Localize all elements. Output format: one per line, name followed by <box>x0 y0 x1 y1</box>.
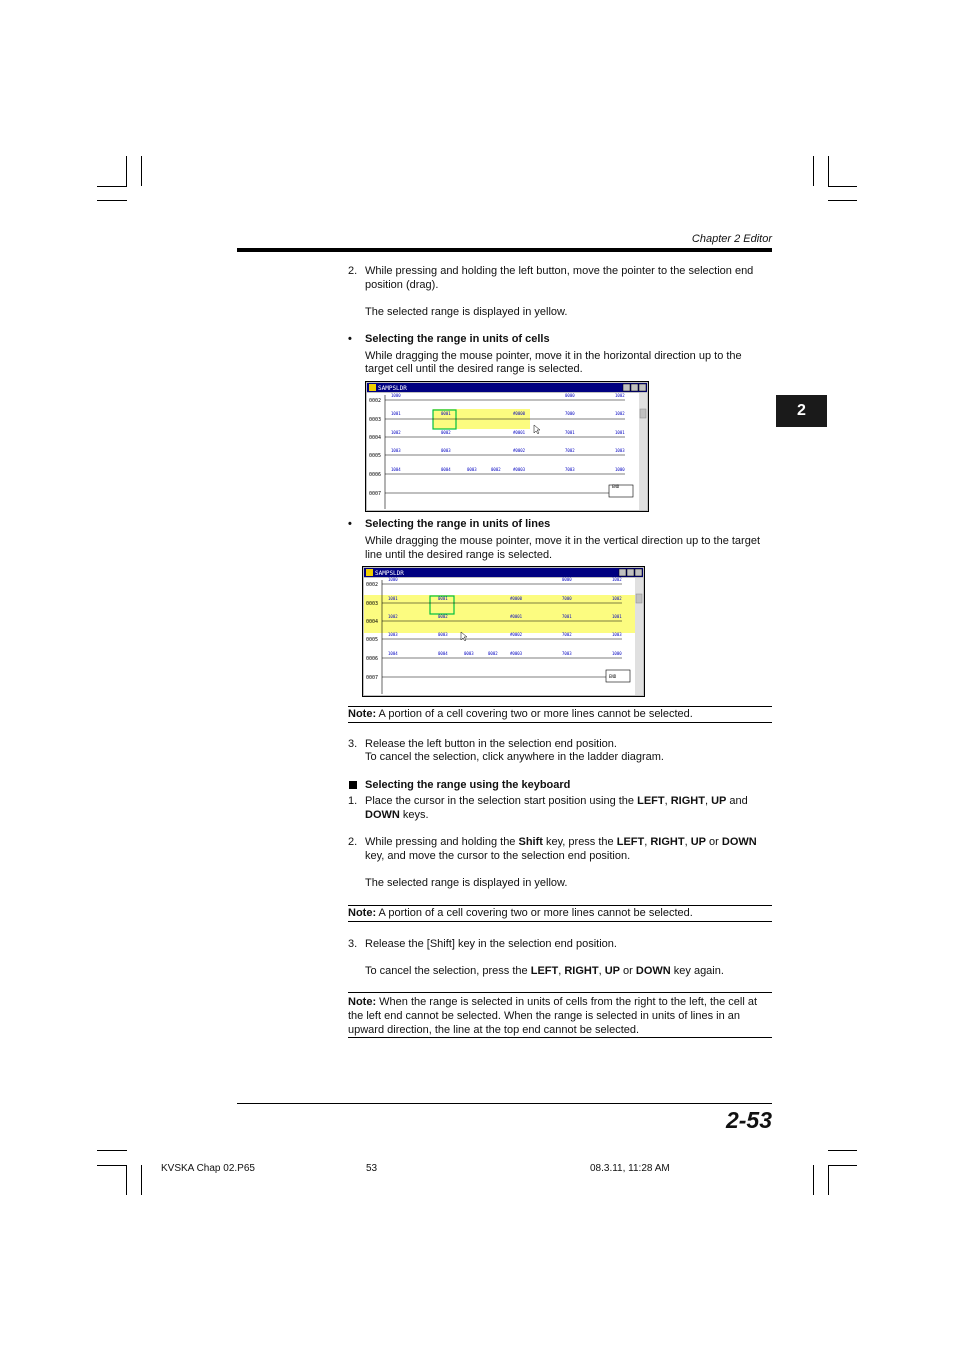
svg-text:1000: 1000 <box>388 577 398 582</box>
svg-text:0002: 0002 <box>491 467 501 472</box>
svg-text:0004: 0004 <box>366 619 379 625</box>
body-text: line until the desired range is selected. <box>365 549 553 561</box>
svg-text:7003: 7003 <box>562 651 572 656</box>
crop-mark <box>828 156 829 186</box>
maximize-button <box>631 384 638 391</box>
body-text: target cell until the desired range is selected. <box>365 363 583 375</box>
svg-text:0002: 0002 <box>441 430 451 435</box>
section-heading: Selecting the range in units of cells <box>365 333 550 345</box>
crop-mark <box>828 1150 857 1151</box>
bullet: • <box>348 518 352 530</box>
svg-text:#0002: #0002 <box>513 448 526 453</box>
svg-text:1002: 1002 <box>391 430 401 435</box>
page-number: 2-53 <box>725 1107 772 1133</box>
step-text: position (drag). <box>365 279 439 291</box>
step-number: 2. <box>348 836 358 848</box>
svg-text:0007: 0007 <box>369 491 382 497</box>
svg-text:1001: 1001 <box>615 430 625 435</box>
close-button <box>639 384 646 391</box>
crop-mark <box>126 1165 127 1195</box>
svg-text:1000: 1000 <box>615 467 625 472</box>
svg-text:#0001: #0001 <box>513 430 526 435</box>
svg-text:1003: 1003 <box>388 632 398 637</box>
ladder-screenshot-lines <box>362 566 645 697</box>
body-text: While dragging the mouse pointer, move it in the horizontal direction up to the <box>365 350 742 362</box>
footer-file: KVSKA Chap 02.P65 <box>161 1163 255 1174</box>
svg-text:1004: 1004 <box>391 467 401 472</box>
svg-text:1000: 1000 <box>612 651 622 656</box>
step-text: To cancel the selection, click anywhere in the ladder diagram. <box>365 751 664 763</box>
svg-text:1004: 1004 <box>388 651 398 656</box>
crop-mark <box>828 1165 857 1166</box>
svg-text:0004: 0004 <box>369 435 382 441</box>
window-title: SAMPSLDR <box>378 385 407 392</box>
crop-mark <box>97 1150 127 1151</box>
step-text: While pressing and holding the Shift key, press the LEFT, RIGHT, UP or DOWN <box>365 836 757 848</box>
svg-text:1003: 1003 <box>615 448 625 453</box>
svg-text:0001: 0001 <box>438 596 448 601</box>
svg-text:#0003: #0003 <box>513 467 526 472</box>
note-text: When the range is selected in units of cells from the right to the left, the cell at <box>376 996 758 1008</box>
svg-text:0003: 0003 <box>369 417 382 423</box>
svg-text:#0001: #0001 <box>510 614 523 619</box>
crop-mark <box>126 156 127 186</box>
svg-text:END: END <box>612 484 620 489</box>
footer-rule <box>237 1103 772 1104</box>
close-button <box>635 569 642 576</box>
svg-text:0003: 0003 <box>467 467 477 472</box>
step-text: Place the cursor in the selection start position using the LEFT, RIGHT, UP and <box>365 795 748 807</box>
svg-text:0007: 0007 <box>366 675 379 681</box>
note-label: Note: <box>348 996 377 1008</box>
bullet: • <box>348 333 352 345</box>
step-text: Release the [Shift] key in the selection end position. <box>365 938 617 950</box>
note-label: Note: <box>348 708 377 720</box>
section-heading: Selecting the range using the keyboard <box>365 779 571 791</box>
crop-mark <box>97 1165 127 1166</box>
header-rule <box>237 248 772 252</box>
note-label: Note: <box>348 907 377 919</box>
step-text: DOWN keys. <box>365 809 429 821</box>
svg-text:1002: 1002 <box>388 614 398 619</box>
svg-text:0002: 0002 <box>488 651 498 656</box>
svg-text:1003: 1003 <box>391 448 401 453</box>
minimize-button <box>623 384 630 391</box>
note-box <box>348 992 772 1038</box>
svg-text:0004: 0004 <box>441 467 451 472</box>
svg-text:1001: 1001 <box>388 596 398 601</box>
svg-text:0005: 0005 <box>369 453 382 459</box>
crop-mark <box>828 1165 829 1195</box>
crop-mark <box>97 186 127 187</box>
crop-mark <box>828 200 857 201</box>
svg-text:0003: 0003 <box>366 601 379 607</box>
svg-text:1002: 1002 <box>615 411 625 416</box>
note-box <box>348 706 772 723</box>
svg-text:0005: 0005 <box>366 637 379 643</box>
note-text: upward direction, the line at the top end cannot be selected. <box>348 1024 640 1036</box>
svg-text:0004: 0004 <box>438 651 448 656</box>
section-heading: Selecting the range in units of lines <box>365 518 551 530</box>
chapter-tab <box>776 395 827 427</box>
step-text: To cancel the selection, press the LEFT, RIGHT, UP or DOWN key again. <box>365 965 724 977</box>
footer-date: 08.3.11, 11:28 AM <box>590 1163 670 1174</box>
crop-mark <box>813 1165 814 1195</box>
note-text: A portion of a cell covering two or more lines cannot be selected. <box>376 907 693 919</box>
svg-text:1003: 1003 <box>612 632 622 637</box>
svg-text:7002: 7002 <box>562 632 572 637</box>
step-number: 3. <box>348 738 358 750</box>
step-text: The selected range is displayed in yellow. <box>365 306 568 318</box>
step-number: 2. <box>348 265 358 277</box>
svg-text:1000: 1000 <box>391 393 401 398</box>
svg-text:0002: 0002 <box>369 398 382 404</box>
chapter-tab-number: 2 <box>797 402 806 419</box>
svg-text:0000: 0000 <box>565 393 575 398</box>
svg-text:7002: 7002 <box>565 448 575 453</box>
svg-text:7001: 7001 <box>565 430 575 435</box>
svg-text:7000: 7000 <box>562 596 572 601</box>
crop-mark <box>828 186 857 187</box>
step-text: While pressing and holding the left button, move the pointer to the selection end <box>365 265 754 277</box>
svg-text:7003: 7003 <box>565 467 575 472</box>
step-text: key, and move the cursor to the selection end position. <box>365 850 631 862</box>
svg-text:#0003: #0003 <box>510 651 523 656</box>
svg-text:0001: 0001 <box>441 411 451 416</box>
svg-text:#0002: #0002 <box>510 632 523 637</box>
svg-text:0000: 0000 <box>562 577 572 582</box>
svg-text:#0000: #0000 <box>510 596 523 601</box>
body-text: While dragging the mouse pointer, move it in the vertical direction up to the target <box>365 535 760 547</box>
svg-text:1002: 1002 <box>612 596 622 601</box>
svg-text:#0000: #0000 <box>513 411 526 416</box>
step-number: 1. <box>348 795 358 807</box>
svg-text:1001: 1001 <box>612 614 622 619</box>
note-box <box>348 905 772 922</box>
svg-text:7001: 7001 <box>562 614 572 619</box>
footer-page: 53 <box>366 1163 378 1174</box>
svg-text:0002: 0002 <box>438 614 448 619</box>
step-number: 3. <box>348 938 358 950</box>
maximize-button <box>627 569 634 576</box>
ladder-screenshot-cells <box>365 381 649 512</box>
svg-text:0003: 0003 <box>441 448 451 453</box>
crop-mark <box>813 156 814 186</box>
svg-text:0002: 0002 <box>366 582 379 588</box>
crop-mark <box>141 1165 142 1195</box>
crop-mark <box>141 156 142 186</box>
svg-text:1002: 1002 <box>615 393 625 398</box>
svg-text:0003: 0003 <box>464 651 474 656</box>
svg-text:END: END <box>609 674 617 679</box>
step-text: The selected range is displayed in yellow. <box>365 877 568 889</box>
svg-text:1002: 1002 <box>612 577 622 582</box>
minimize-button <box>619 569 626 576</box>
svg-text:0006: 0006 <box>369 472 382 478</box>
svg-text:1001: 1001 <box>391 411 401 416</box>
crop-mark <box>97 200 127 201</box>
window-title: SAMPSLDR <box>375 570 404 577</box>
chapter-header: Chapter 2 Editor <box>691 233 772 245</box>
step-text: Release the left button in the selection end position. <box>365 738 617 750</box>
square-bullet <box>349 781 357 789</box>
note-text: A portion of a cell covering two or more lines cannot be selected. <box>376 708 693 720</box>
svg-text:0003: 0003 <box>438 632 448 637</box>
svg-text:7000: 7000 <box>565 411 575 416</box>
note-text: the left end cannot be selected. When the range is selected in units of lines in an <box>348 1010 740 1022</box>
svg-text:0006: 0006 <box>366 656 379 662</box>
